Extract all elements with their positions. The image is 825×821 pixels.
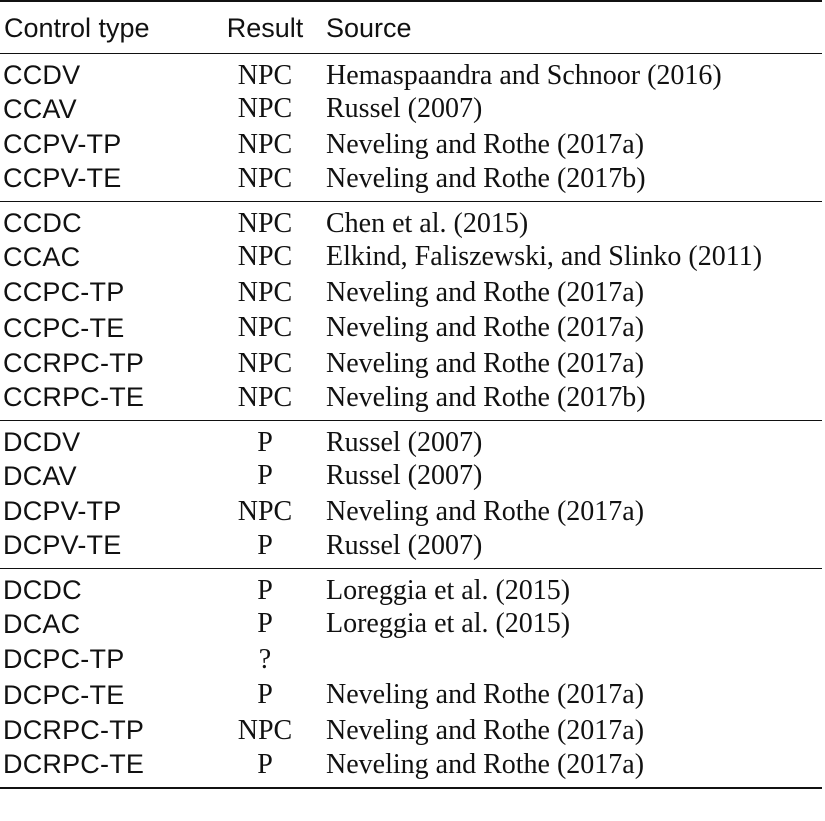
source-cell: Neveling and Rothe (2017b) [326, 381, 646, 413]
result-cell: NPC [237, 241, 293, 273]
table-row [0, 53, 822, 92]
source-cell: Neveling and Rothe (2017a) [326, 347, 645, 379]
header-control-type: Control type [0, 1, 204, 53]
result-cell: NPC [237, 207, 293, 239]
control-type-cell: DCPC-TE [3, 679, 125, 710]
table-row [0, 127, 822, 163]
source-cell: Elkind, Faliszewski, and Slinko (2011) [326, 241, 763, 273]
result-cell: NPC [237, 495, 293, 527]
source-cell: Neveling and Rothe (2017a) [326, 312, 645, 344]
table-row [0, 642, 822, 678]
table-group-3 [0, 420, 822, 568]
control-type-cell: CCPV-TE [3, 163, 122, 193]
result-cell: NPC [237, 128, 293, 160]
result-cell: P [257, 574, 273, 606]
source-cell: Russel (2007) [326, 426, 483, 458]
result-cell: NPC [237, 276, 293, 308]
table-row [0, 163, 822, 202]
control-type-cell: CCAV [3, 93, 77, 124]
source-cell: Neveling and Rothe (2017a) [326, 495, 645, 527]
control-type-cell: CCDV [3, 60, 81, 90]
control-type-cell: DCRPC-TE [3, 749, 145, 779]
control-type-cell: DCPV-TE [3, 530, 122, 560]
source-cell: Chen et al. (2015) [326, 207, 529, 239]
source-cell: Hemaspaandra and Schnoor (2016) [326, 59, 722, 91]
table-row [0, 420, 822, 459]
source-cell: Loreggia et al. (2015) [326, 574, 571, 606]
table-group-1 [0, 53, 822, 201]
table-row [0, 494, 822, 530]
table-row [0, 311, 822, 347]
result-cell: P [257, 426, 273, 458]
result-cell: P [257, 679, 273, 711]
control-type-cell: DCDC [3, 575, 82, 605]
control-type-cell: DCPV-TP [3, 496, 122, 527]
table-row [0, 92, 822, 128]
table-row [0, 749, 822, 788]
result-cell: P [257, 748, 273, 780]
source-cell: Neveling and Rothe (2017a) [326, 128, 645, 160]
result-cell: NPC [237, 59, 293, 91]
source-cell [326, 642, 822, 678]
source-cell: Russel (2007) [326, 529, 483, 561]
table-row [0, 568, 822, 607]
table-header [0, 1, 822, 53]
table-row [0, 459, 822, 495]
control-type-cell: CCPV-TP [3, 129, 122, 160]
result-cell: NPC [237, 162, 293, 194]
control-type-cell: CCAC [3, 241, 81, 272]
result-cell: P [257, 529, 273, 561]
control-type-cell: DCAC [3, 608, 81, 639]
control-type-cell: CCDC [3, 208, 82, 238]
result-cell: NPC [237, 347, 293, 379]
table-group-2 [0, 201, 822, 420]
control-type-cell: DCRPC-TP [3, 715, 145, 746]
table-row [0, 275, 822, 311]
table-row [0, 201, 822, 240]
result-cell: NPC [237, 312, 293, 344]
result-cell: P [257, 608, 273, 640]
control-type-cell: CCRPC-TE [3, 382, 145, 412]
table-row [0, 678, 822, 714]
source-cell: Neveling and Rothe (2017a) [326, 748, 645, 780]
result-cell: NPC [237, 714, 293, 746]
control-type-cell: CCPC-TE [3, 312, 125, 343]
source-cell: Russel (2007) [326, 93, 483, 125]
source-cell: Neveling and Rothe (2017a) [326, 714, 645, 746]
table-row [0, 382, 822, 421]
control-type-cell: DCDV [3, 427, 81, 457]
result-cell: ? [258, 643, 272, 675]
table-row [0, 713, 822, 749]
result-cell: NPC [237, 93, 293, 125]
table-row [0, 240, 822, 276]
source-cell: Loreggia et al. (2015) [326, 608, 571, 640]
control-type-cell: DCAV [3, 460, 77, 491]
header-result: Result [204, 1, 326, 53]
table-row [0, 607, 822, 643]
table-row [0, 346, 822, 382]
result-cell: P [257, 460, 273, 492]
control-type-cell: CCPC-TP [3, 277, 125, 308]
header-source: Source [326, 1, 822, 53]
table-group-4 [0, 568, 822, 788]
table-row [0, 530, 822, 569]
source-cell: Neveling and Rothe (2017b) [326, 162, 646, 194]
source-cell: Neveling and Rothe (2017a) [326, 276, 645, 308]
source-cell: Neveling and Rothe (2017a) [326, 679, 645, 711]
control-type-cell: CCRPC-TP [3, 348, 145, 379]
control-type-cell: DCPC-TP [3, 644, 125, 675]
result-cell: NPC [237, 381, 293, 413]
source-cell: Russel (2007) [326, 460, 483, 492]
